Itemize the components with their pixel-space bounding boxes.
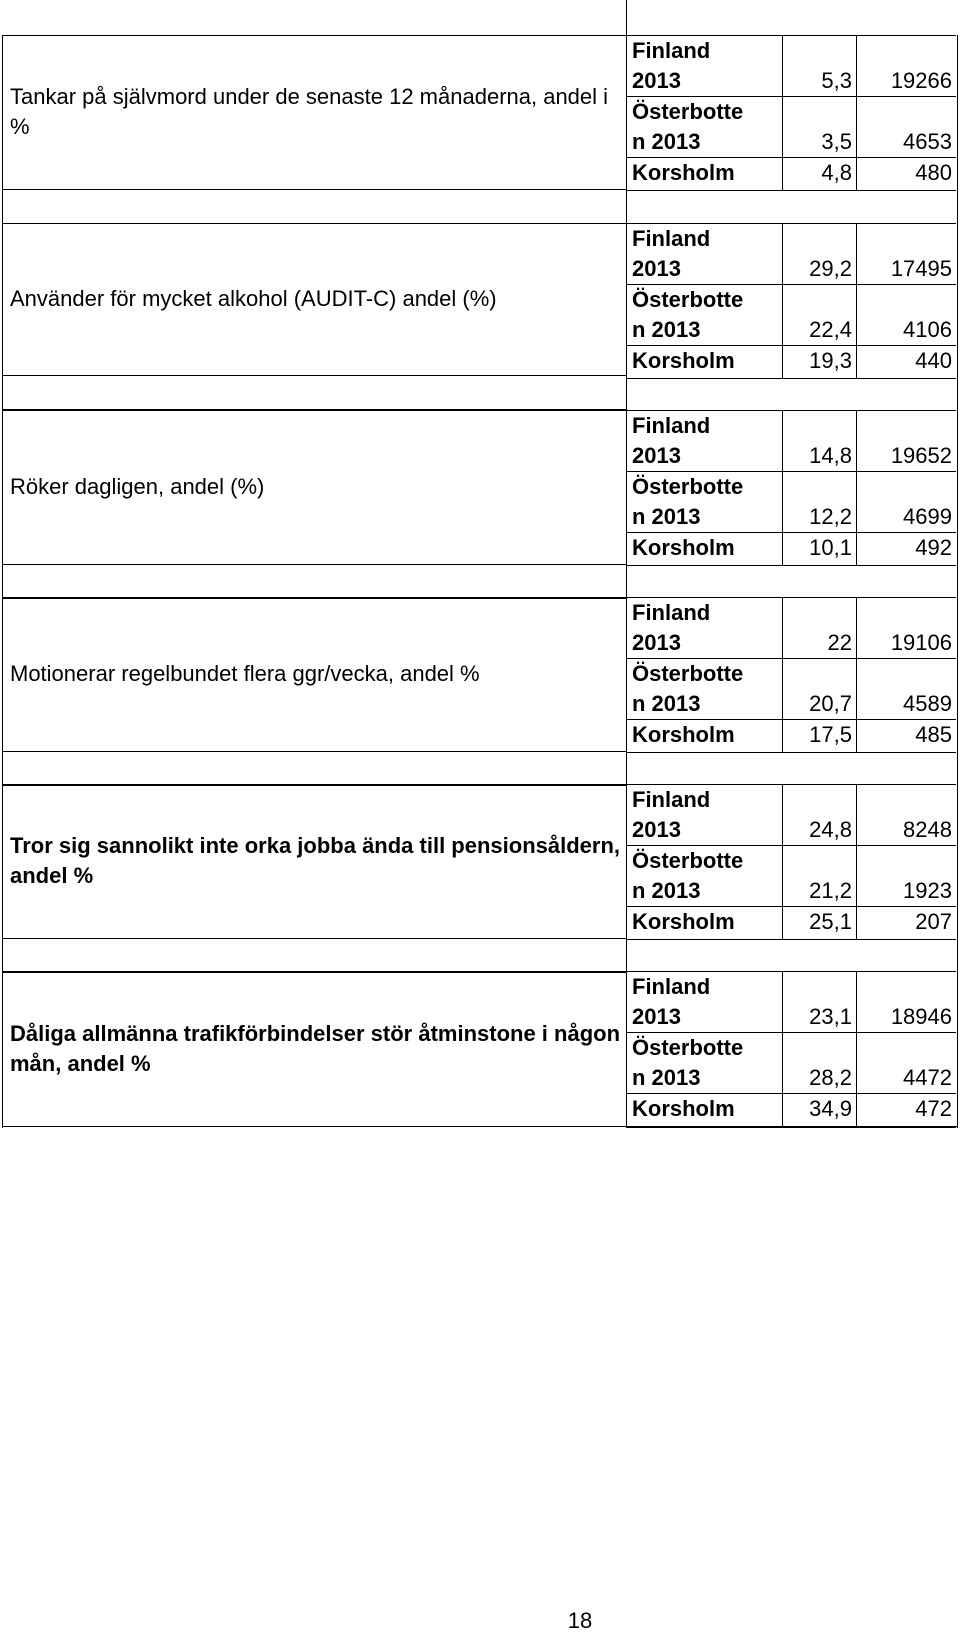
indicator-label: Tror sig sannolikt inte orka jobba ända till pensionsåldern, andel % (10, 833, 621, 888)
indicator-label: Tankar på självmord under de senaste 12 månaderna, andel i % (10, 84, 609, 139)
region-name: Korsholm (632, 160, 735, 185)
table-row (626, 597, 956, 658)
table-row (626, 906, 956, 940)
sample-size: 485 (915, 722, 952, 747)
sample-size: 4699 (903, 504, 952, 529)
indicator-label: Röker dagligen, andel (%) (10, 474, 265, 499)
region-name: Finland 2013 (632, 974, 711, 1029)
percent-value: 19,3 (809, 348, 852, 373)
sample-size: 19106 (890, 630, 952, 655)
table-row (626, 157, 956, 191)
table-row (626, 96, 956, 157)
table-row (626, 719, 956, 753)
table-row (626, 223, 956, 284)
region-name: Korsholm (632, 535, 735, 560)
percent-value: 23,1 (809, 1004, 852, 1029)
region-name: Finland 2013 (632, 38, 711, 93)
region-name: Österbotte n 2013 (632, 474, 744, 529)
region-name: Österbotte n 2013 (632, 287, 744, 342)
percent-value: 24,8 (809, 817, 852, 842)
sample-size: 440 (915, 348, 952, 373)
region-rows (626, 35, 956, 191)
percent-value: 5,3 (821, 68, 852, 93)
sample-size: 17495 (890, 256, 952, 281)
region-name: Korsholm (632, 909, 735, 934)
percent-value: 34,9 (809, 1096, 852, 1121)
sample-size: 8248 (903, 817, 952, 842)
table-row (626, 532, 956, 566)
indicator-label: Använder för mycket alkohol (AUDIT-C) andel (%) (10, 286, 497, 311)
sample-size: 19266 (890, 68, 952, 93)
percent-value: 22,4 (809, 317, 852, 342)
table-row (626, 284, 956, 345)
percent-value: 29,2 (809, 256, 852, 281)
percent-value: 22 (827, 630, 852, 655)
region-name: Korsholm (632, 348, 735, 373)
region-name: Österbotte n 2013 (632, 99, 744, 154)
percent-value: 3,5 (821, 129, 852, 154)
sample-size: 1923 (903, 878, 952, 903)
region-name: Korsholm (632, 722, 735, 747)
region-rows (626, 597, 956, 753)
sample-size: 4653 (903, 129, 952, 154)
table-row (626, 845, 956, 906)
region-rows (626, 971, 956, 1128)
page-number: 18 (567, 1608, 593, 1633)
indicator-label: Motionerar regelbundet flera ggr/vecka, andel % (10, 661, 480, 686)
region-rows (626, 410, 956, 566)
percent-value: 21,2 (809, 878, 852, 903)
percent-value: 10,1 (809, 535, 852, 560)
region-name: Finland 2013 (632, 600, 711, 655)
sample-size: 472 (915, 1096, 952, 1121)
sample-size: 4589 (903, 691, 952, 716)
region-name: Finland 2013 (632, 413, 711, 468)
region-name: Österbotte n 2013 (632, 1035, 744, 1090)
percent-value: 4,8 (821, 160, 852, 185)
region-name: Finland 2013 (632, 226, 711, 281)
sample-size: 4472 (903, 1065, 952, 1090)
percent-value: 20,7 (809, 691, 852, 716)
table-row (626, 345, 956, 379)
table-row (626, 35, 956, 96)
sample-size: 19652 (890, 443, 952, 468)
table-row (626, 410, 956, 471)
table-row (626, 658, 956, 719)
region-name: Korsholm (632, 1096, 735, 1121)
sample-size: 18946 (890, 1004, 952, 1029)
table-row (626, 1093, 956, 1128)
region-name: Österbotte n 2013 (632, 661, 744, 716)
sample-size: 4106 (903, 317, 952, 342)
table-row (626, 784, 956, 845)
indicator-label: Dåliga allmänna trafikförbindelser stör åtminstone i någon mån, andel % (10, 1020, 621, 1076)
sample-size: 480 (915, 160, 952, 185)
percent-value: 25,1 (809, 909, 852, 934)
sample-size: 207 (915, 909, 952, 934)
region-name: Finland 2013 (632, 787, 711, 842)
percent-value: 12,2 (809, 504, 852, 529)
table-row (626, 1032, 956, 1093)
table-row (626, 971, 956, 1032)
percent-value: 28,2 (809, 1065, 852, 1090)
percent-value: 17,5 (809, 722, 852, 747)
percent-value: 14,8 (809, 443, 852, 468)
table-row (626, 471, 956, 532)
region-name: Österbotte n 2013 (632, 848, 744, 903)
region-rows (626, 784, 956, 940)
region-rows (626, 223, 956, 379)
sample-size: 492 (915, 535, 952, 560)
